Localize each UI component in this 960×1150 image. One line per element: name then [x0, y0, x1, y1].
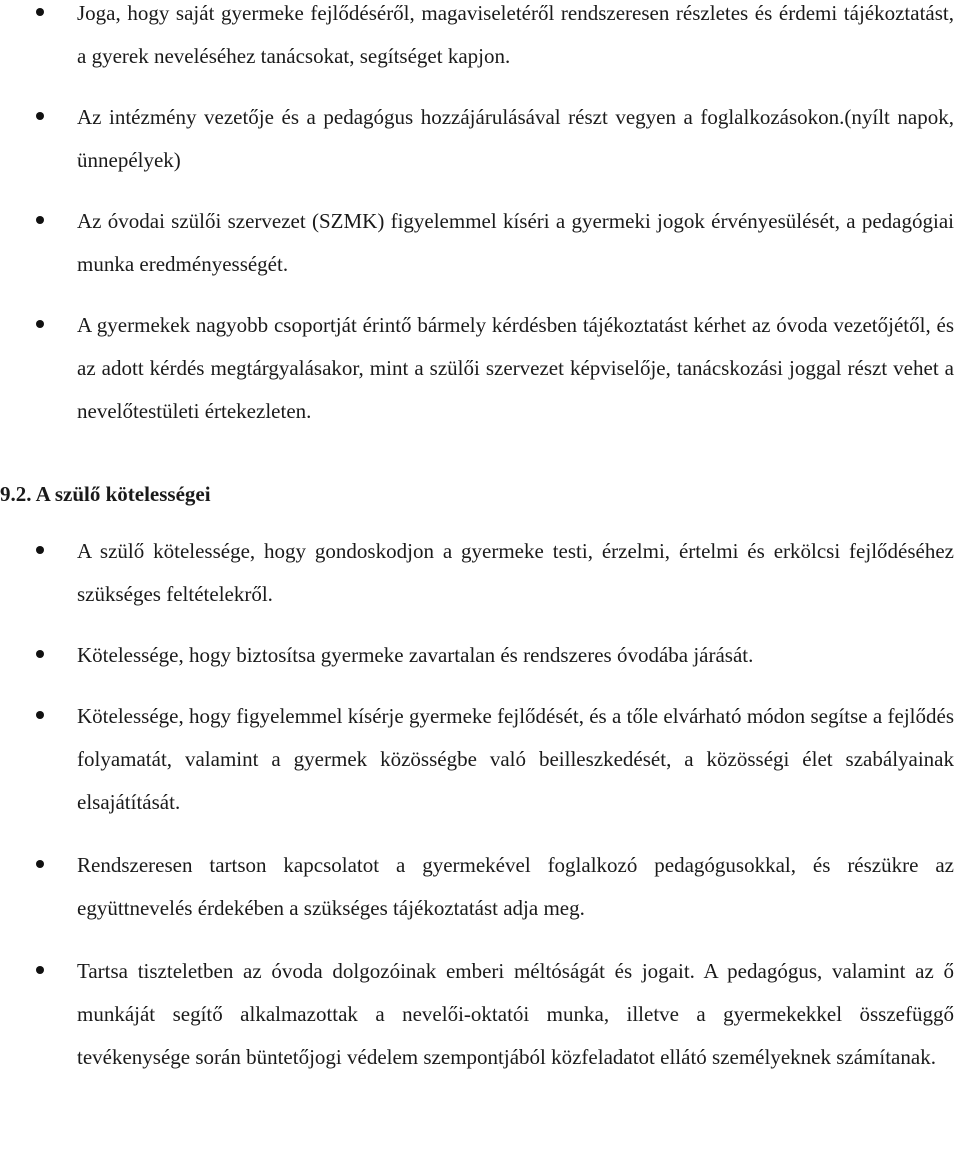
list-item: [0, 0, 960, 78]
bullet-icon: [36, 320, 44, 328]
list-item-text: Kötelessége, hogy figyelemmel kísérje gyermeke fejlődését, és a tőle elvárható módon segítse a fejlődés folyamatát, valamint a gyermek közösségbe való beilleszkedését, a közösségi élet szabályainak elsajátítását.: [77, 704, 954, 814]
parent-rights-list: [0, 0, 960, 433]
bullet-icon: [36, 8, 44, 16]
list-item: [0, 844, 960, 930]
bullet-icon: [36, 650, 44, 658]
list-item-text: Rendszeresen tartson kapcsolatot a gyermekével foglalkozó pedagógusokkal, és részükre az együttnevelés érdekében a szükséges tájékoztatást adja meg.: [77, 853, 954, 920]
bullet-icon: [36, 860, 44, 868]
section-heading: 9.2. A szülő kötelességei: [0, 482, 211, 506]
list-item: [0, 200, 960, 286]
list-item: [0, 304, 960, 433]
list-item-text: Az intézmény vezetője és a pedagógus hozzájárulásával részt vegyen a foglalkozásokon.(nyílt napok, ünnepélyek): [77, 105, 954, 172]
bullet-icon: [36, 546, 44, 554]
list-item: [0, 695, 960, 824]
list-item-text: A szülő kötelessége, hogy gondoskodjon a gyermeke testi, érzelmi, értelmi és erkölcsi fejlődéséhez szükséges feltételekről.: [77, 539, 954, 606]
bullet-icon: [36, 216, 44, 224]
list-item-text: A gyermekek nagyobb csoportját érintő bármely kérdésben tájékoztatást kérhet az óvoda vezetőjétől, és az adott kérdés megtárgyalásakor, mint a szülői szervezet képviselője, tanácskozási joggal részt vehet a nevelőtestületi értekezleten.: [77, 313, 954, 423]
list-item: [0, 634, 960, 677]
list-item-text: Joga, hogy saját gyermeke fejlődéséről, magaviseletéről rendszeresen részletes és érdemi tájékoztatást, a gyerek neveléséhez tanácsokat, segítséget kapjon.: [77, 1, 954, 68]
bullet-icon: [36, 711, 44, 719]
bullet-icon: [36, 112, 44, 120]
bullet-icon: [36, 966, 44, 974]
list-item-text: Kötelessége, hogy biztosítsa gyermeke zavartalan és rendszeres óvodába járását.: [77, 643, 754, 667]
list-item: [0, 530, 960, 616]
list-item: [0, 950, 960, 1079]
list-item: [0, 96, 960, 182]
list-item-text: Tartsa tiszteletben az óvoda dolgozóinak emberi méltóságát és jogait. A pedagógus, valamint az ő munkáját segítő alkalmazottak a nevelői-oktatói munka, illetve a gyermekekkel összefüggő tevékenysége során büntetőjogi védelem szempontjából közfeladatot ellátó személyeknek számítanak.: [77, 959, 954, 1069]
list-item-text: Az óvodai szülői szervezet (SZMK) figyelemmel kíséri a gyermeki jogok érvényesülését, a pedagógiai munka eredményességét.: [77, 209, 954, 276]
parent-duties-list: [0, 530, 960, 1079]
